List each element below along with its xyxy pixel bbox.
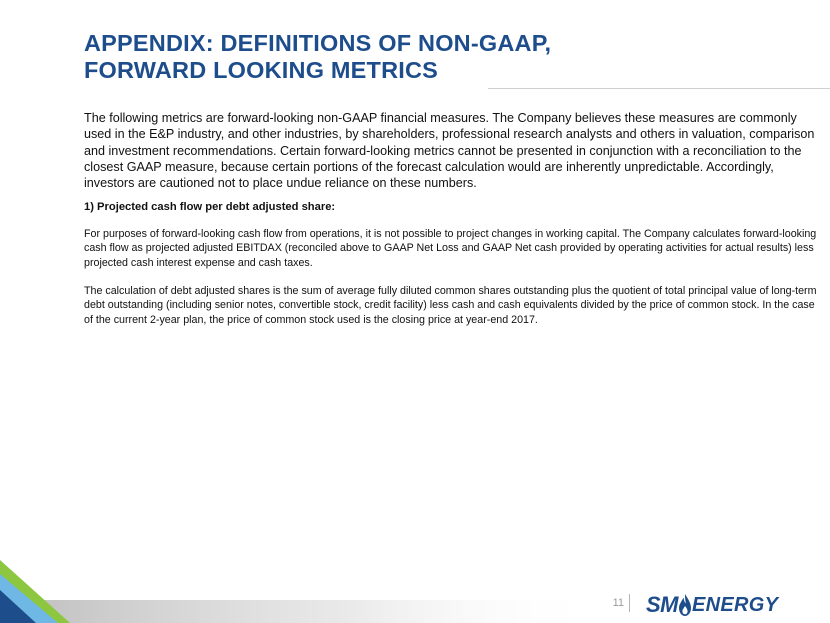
logo-energy-text: ENERGY bbox=[692, 594, 779, 616]
slide-title bbox=[84, 30, 551, 84]
logo-sm-text: SM bbox=[646, 592, 678, 617]
debt-adjusted-shares-paragraph: The calculation of debt adjusted shares is the sum of average fully diluted common shares outstanding plus the quotient of total principal value of long-term debt outstanding (including senior notes, convertible stock, credit facility) less cash and cash equivalents divided by the price of common stock. In the case of the current 2-year plan, the price of common stock used is the closing price at year-end 2017. bbox=[84, 285, 817, 326]
company-logo bbox=[646, 592, 778, 616]
slide-title-line-2: FORWARD LOOKING METRICS bbox=[84, 57, 439, 83]
intro-paragraph: The following metrics are forward-looking non-GAAP financial measures. The Company believes these measures are commonly used in the E&P industry, and other industries, by shareholders, professional research analysts and others in valuation, comparison and investment recommendations. Certain forward-looking metrics cannot be presented in conjunction with a reconciliation to the closest GAAP measure, because certain portions of the forecast calculation would are inherently unpredictable. Accordingly, investors are cautioned not to place undue reliance on these numbers. bbox=[84, 111, 815, 191]
page-number-separator bbox=[629, 594, 630, 612]
section-heading: 1) Projected cash flow per debt adjusted share: bbox=[84, 201, 336, 213]
title-divider bbox=[488, 88, 830, 89]
footer-grey-band bbox=[40, 600, 600, 623]
page-number: 11 bbox=[612, 597, 624, 609]
slide-title-line-1: APPENDIX: DEFINITIONS OF NON-GAAP, bbox=[84, 30, 552, 56]
cash-flow-paragraph: For purposes of forward-looking cash flow from operations, it is not possible to project changes in working capital. The Company calculates forward-looking cash flow as projected adjusted EBITDAX (reconciled above to GAAP Net Loss and GAAP Net cash provided by operating activities for actual results) less projected cash interest expense and cash taxes. bbox=[84, 228, 817, 269]
flame-icon bbox=[679, 594, 691, 616]
